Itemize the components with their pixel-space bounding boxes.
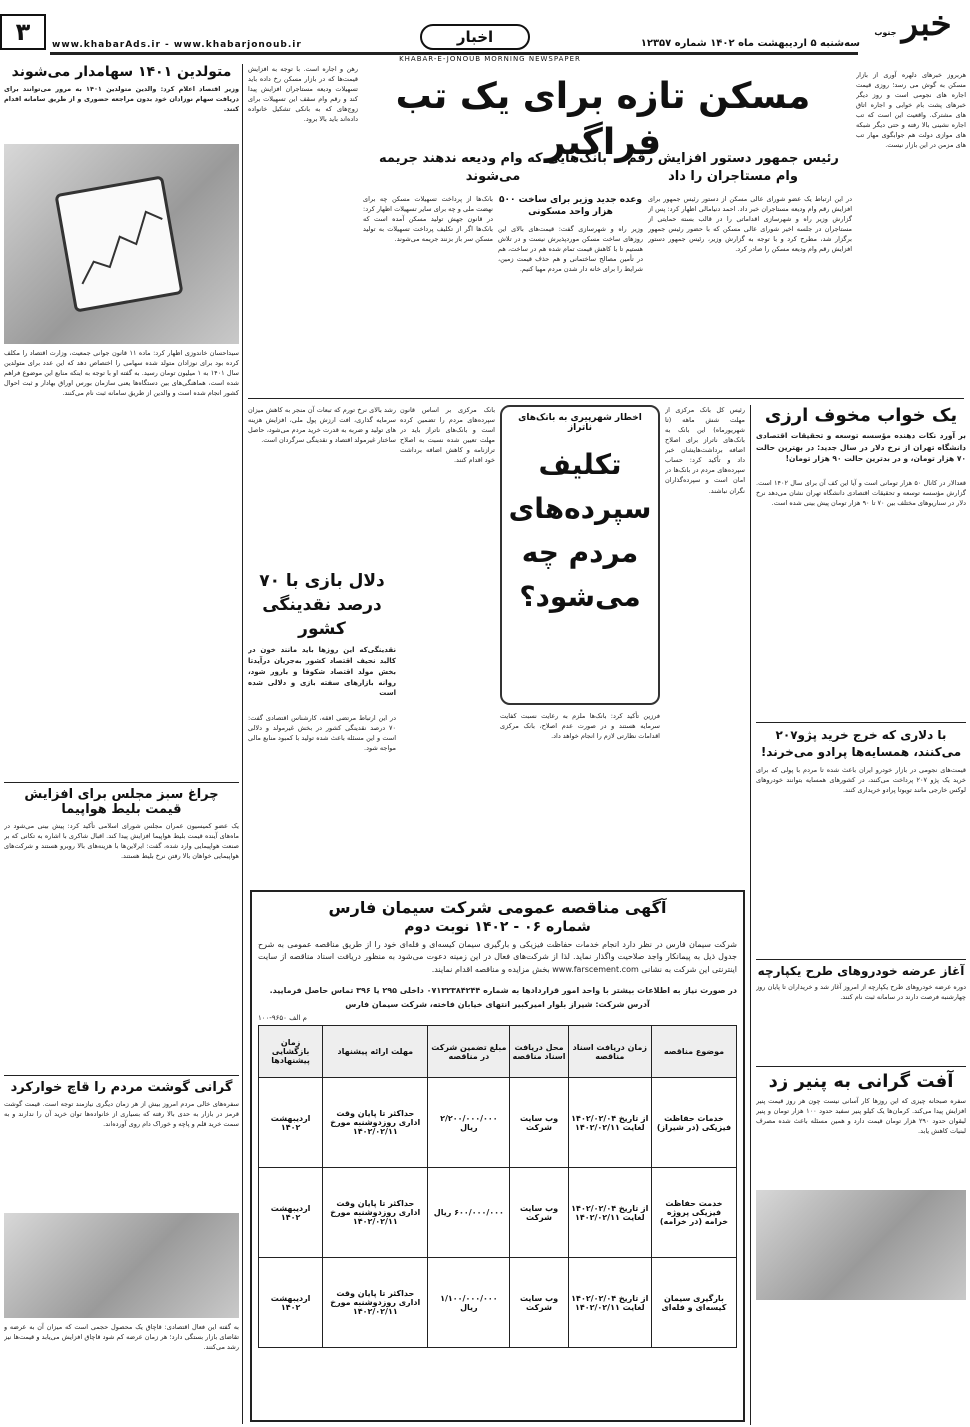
column-left-news	[4, 64, 239, 1424]
bank-kicker-box	[500, 405, 660, 705]
column-divider	[242, 64, 243, 1424]
table-header-cell: زمان بازگشایی پیشنهادها	[259, 1026, 323, 1078]
tender-code: م الف ۹۶۵۰-۱۰۰	[258, 1014, 307, 1022]
table-cell: ۲/۲۰۰/۰۰۰/۰۰۰ ریال	[428, 1078, 510, 1168]
table-row	[259, 1078, 737, 1168]
tender-address: آدرس شرکت: شیراز بلوار امیرکبیر انتهای خیابان فاخته، شرکت سیمان فارس	[345, 1000, 650, 1009]
bank-headline: تکلیف سپرده‌های مردم چه می‌شود؟	[508, 448, 652, 613]
table-cell: خدمات حفاظت فیزیکی (در شیراز)	[651, 1078, 736, 1168]
table-cell: اردیبهشت ۱۴۰۲	[259, 1168, 323, 1258]
tender-ad	[250, 890, 745, 1422]
page-number: ۳	[15, 18, 31, 46]
cars-headline: آغاز عرضه خودروهای طرح یکپارچه	[757, 964, 965, 978]
currency-headline: یک خواب مخوف ارزی	[764, 405, 958, 426]
lead-story	[248, 64, 852, 394]
table-cell: حداکثر تا پایان وقت اداری روزدوشنبه مورخ ۱۴۰۲/۰۲/۱۱	[323, 1078, 428, 1168]
chart-line-icon	[62, 179, 180, 305]
bridge-headline: چراغ سبز مجلس برای افزایش قیمت بلیط هواپیما	[24, 787, 219, 817]
column-right-news	[756, 405, 966, 1425]
table-cell: اردیبهشت ۱۴۰۲	[259, 1078, 323, 1168]
divider	[756, 959, 966, 960]
table-cell: از تاریخ ۱۴۰۲/۰۲/۰۴ لغایت ۱۴۰۲/۰۲/۱۱	[568, 1078, 651, 1168]
tender-number: شماره ۰۶ - ۱۴۰۲ نوبت دوم	[404, 919, 591, 935]
section-label	[420, 24, 530, 50]
lead-body-intro: هربروز خبرهای دلهره آوری از بازار مسکن به گوش می رسد؛ روزی قیمت اجاره های نجومی است و روز دیگر خبرهای پشت بام خوابی و اجاره اتاق های مشترک. واقعیت این است که تب اجاره نشینی بالا رفته و حتی دیگر شبکه های موازی دولت هم جوابگوی مهار تب های مزمن در این بازار نیست.	[856, 71, 966, 150]
currency-body: قعدالار در کانال ۵۰ هزار تومانی است و آیا این کف آن برای سال ۱۴۰۲ است. گزارش مؤسسه توسعه و تحقیقات اقتصادی دانشگاه تهران نشان می‌دهد نرخ دلار در سناریوهای مختلف بین ۷۰ تا ۹۰ هزار تومان پیش بینی شده است.	[756, 479, 966, 508]
table-cell: حداکثر تا پایان وقت اداری روزدوشنبه مورخ ۱۴۰۲/۰۲/۱۱	[323, 1168, 428, 1258]
lead-body-minister: وزیر راه و شهرسازی گفت: قیمت‌های بالای این روزهای ساخت مسکن موردپذیرش نیست و در تلاش هستیم تا با کاهش قیمت تمام شده هم در ساخت، هم در تأمین مصالح ساختمانی و هم حذف قیمت زمین، شرایط را برای خانه دار شدن مردم مهیا کنیم.	[498, 225, 643, 274]
meat-body: سفره‌های خالی مردم امروز بیش از هر زمان دیگری نیازمند توجه است. قیمت گوشت قرمز در بازار به حدی بالا رفته که بسیاری از خانواده‌ها توان خرید آن را ندارند و به سمت خرید قلم و پاچه و خوراک دام روی آورده‌اند.	[4, 1100, 239, 1129]
table-header-cell: موضوع مناقصه	[651, 1026, 736, 1078]
column-divider	[750, 405, 751, 1425]
table-header-cell: مبلغ تضمین شرکت در مناقصه	[428, 1026, 510, 1078]
english-subtitle: KHABAR-E-JONOUB MORNING NEWSPAPER	[380, 55, 600, 63]
cheese-headline: آفت گرانی به پنیر زد	[768, 1071, 954, 1092]
stock-headline: متولدین ۱۴۰۱ سهامدار می‌شوند	[11, 64, 232, 80]
cheese-body: سفره صبحانه چیزی که این روزها کار آسانی نیست چون هر روز قیمت پنیر افزایش پیدا می‌کند. کرمان‌ها یک کیلو پنیر سفید حدود ۱۰۰ هزار تومان و پنیر لیقوان حدود ۲۹۰ هزار تومان قیمت دارد و همین مسئله باعث شده مصرف لبنیات کاهش یابد.	[756, 1097, 966, 1136]
table-header-cell: محل دریافت اسناد مناقصه	[510, 1026, 568, 1078]
table-cell: از تاریخ ۱۴۰۲/۰۲/۰۴ لغایت ۱۴۰۲/۰۲/۱۱	[568, 1168, 651, 1258]
table-row	[259, 1168, 737, 1258]
tender-intro: شرکت سیمان فارس در نظر دارد انجام خدمات حفاظت فیزیکی و بارگیری سیمان کیسه‌ای و فله‌ای خود را از طریق مناقصه عمومی به شرح جدول ذیل به پیمانکار واجد صلاحیت واگذار نماید. لذا از شرکت‌های فعال در این زمینه دعوت می‌شود به منظور دریافت اسناد مناقصه از سایت اینترنتی این شرکت به نشانی www.farscement.com بخش مزایده و مناقصه اقدام نمایند.	[258, 940, 737, 974]
stock-photo	[4, 144, 239, 344]
lead-body-far-left: رهن و اجاره است. با توجه به افزایش قیمت‌ها که در بازار مسکن رخ داده باید تسهیلات ودیعه مستاجران افزایش پیدا کند و رقم وام سقف این تسهیلات برای زوج‌های که به بانکی تشکیل خانواده داده‌اند باید بالا برود.	[248, 65, 358, 124]
logo-sub: جنوب	[874, 28, 897, 37]
table-cell: وب سایت شرکت	[510, 1078, 568, 1168]
table-header-cell: مهلت ارائه پیشنهاد	[323, 1026, 428, 1078]
logo	[860, 4, 966, 54]
bank-body-right: رئیس کل بانک مرکزی از مهلت شش ماهه (تا شهریورماه) این بانک به بانک‌های ناتراز برای اصلاح اضافه برداشت‌هایشان خبر داد و تأکید کرد: حساب سپرده‌های مردم در بانک‌ها در امان است و سپرده‌گذاران نگران نباشند.	[665, 406, 745, 495]
divider	[756, 722, 966, 723]
lead-body-main: در این ارتباط یک عضو شورای عالی مسکن از دستور رئیس جمهور برای افزایش رقم وام ودیعه مستاجران خبر داد. احمد دنیامالی اظهار کرد: پس از گزارش وزیر راه و شهرسازی اقداماتی را در قالب بسته حمایتی از مستاجران در جلسه اخیر شورای عالی مسکن که با حضور رئیس جمهور برگزار شد، مطرح کرد و با توجه به گزارش وزیر، رئیس جمهور دستور افزایش رقم وام ودیعه مسکن را صادر کرد.	[648, 195, 852, 254]
divider	[756, 1066, 966, 1067]
issue-date: سه‌شنبه ۵ اردیبهشت ماه ۱۴۰۲ شماره ۱۲۳۵۷	[640, 38, 860, 49]
lead-sub-right: رئیس جمهور دستور افزایش رقم وام مستاجران را داد	[627, 151, 839, 184]
stock-lead: وزیر اقتصاد اعلام کرد: والدین متولدین ۱۴۰۱ به مرور می‌توانند برای دریافت سهام نوزادان خود بدون مراجعه حضوری و از طریق سامانه اقدام کنند.	[4, 85, 239, 114]
table-cell: خدمت حفاظت فیزیکی پروژه خرامه (در خرامه)	[651, 1168, 736, 1258]
logo-text: خبر	[901, 4, 952, 44]
peugeot-body: قیمت‌های نجومی در بازار خودرو ایران باعث شده تا مردم با پولی که برای خرید یک پژو ۲۰۷ پرداخت می‌کنند، در کشورهای همسایه بتوانند خودروهای لوکس خارجی مانند تویوتا پرادو خریداری کنند.	[756, 766, 966, 795]
stock-body: سیداحسان خاندوزی اظهار کرد: ماده ۱۱ قانون جوانی جمعیت، وزارت اقتصاد را مکلف کرده بود برای نوزادان متولد شده سهامی را اختصاص دهد که این عدد برای متولدین سال ۱۴۰۱ به ۱ میلیون تومان رسید. به گفته او با توجه به اینکه منابع این موضوع فراهم شده است، هماهنگی‌های بین دستگاه‌ها یعنی سازمان بورس اوراق بهادار و ثبت احوال کشور انجام شده است و والدین از طریق سامانه ثبت نام می‌کنند.	[4, 349, 239, 398]
bank-body-center: فرزین تأکید کرد: بانک‌ها ملزم به رعایت نسبت کفایت سرمایه هستند و در صورت عدم اصلاح، بانک مرکزی اقدامات نظارتی لازم را انجام خواهد داد.	[500, 712, 660, 741]
liquidity-story	[248, 405, 396, 885]
table-header-cell: زمان دریافت اسناد مناقصه	[568, 1026, 651, 1078]
bank-story	[500, 405, 745, 885]
table-cell: حداکثر تا پایان وقت اداری روزدوشنبه مورخ ۱۴۰۲/۰۲/۱۱	[323, 1258, 428, 1348]
table-cell: ۱/۱۰۰/۰۰۰/۰۰۰ ریال	[428, 1258, 510, 1348]
table-cell: وب سایت شرکت	[510, 1168, 568, 1258]
cars-body: دوره عرضه خودروهای طرح یکپارچه از امروز آغاز شد و خریداران تا پایان روز چهارشنبه فرصت دارند در سامانه ثبت نام کنند.	[756, 983, 966, 1002]
meat-body-bottom: به گفته این فعال اقتصادی: قاچاق یک محصول حجمی است که میزان آن به عرضه و تقاضای بازار بستگی دارد؛ هر زمان عرضه کم شود قاچاق افزایش می‌یابد و قیمت‌ها نیز رشد می‌کنند.	[4, 1323, 239, 1352]
tender-table	[258, 1025, 737, 1348]
table-header-row	[259, 1026, 737, 1078]
currency-sub: بر آورد نکات دهنده مؤسسه توسعه و تحقیقات اقتصادی دانشگاه تهران از نرخ دلار در سال جدید: در بهترین حالت ۷۰ هزار تومان، و در بدترین حالت ۹۰ هزار تومان!	[756, 431, 966, 464]
bank-kicker: اخطار شهرپیری به بانک‌های ناتراز	[518, 413, 642, 433]
bridge-body: یک عضو کمیسیون عمران مجلس شورای اسلامی تأکید کرد: پیش بینی می‌شود در ماه‌های آینده قیمت بلیط هواپیما افزایش پیدا کند. اقبال شاکری با اشاره به تکانی که بر صنعت هواپیمایی وارد شده، گفت: ایرلاین‌ها با هزینه‌های بالا روبرو هستند و شرکت‌های هواپیمایی خواهان بالا رفتن نرخ بلیط هستند.	[4, 822, 239, 861]
meat-photo	[4, 1213, 239, 1318]
liquidity-body-top: رشد بالای نرخ تورم که تبعات آن منجر به کاهش میزان سرمایه گذاری، افت ارزش پول ملی، افزایش هزینه های تولید و ضربه به قدرت خرید مردم می‌شود، حاصل ساختار غیرمولد اقتصاد و نقدینگی سرگردان است.	[248, 406, 396, 445]
table-row	[259, 1258, 737, 1348]
tender-title: آگهی مناقصه عمومی شرکت سیمان فارس	[328, 898, 667, 917]
table-cell: اردیبهشت ۱۴۰۲	[259, 1258, 323, 1348]
peugeot-headline: با دلاری که خرج خرید پژو۲۰۷ می‌کنند، همسایه‌ها پرادو می‌خرند!	[760, 728, 962, 759]
bank-body-left: بانک مرکزی بر اساس قانون سپرده‌های مردم را تضمین کرده است و بانک‌های ناتراز باید در مهلت تعیین شده نسبت به اصلاح ترازنامه و کاهش اضافه برداشت خود اقدام کنند.	[400, 406, 495, 465]
tender-contact: در صورت نیاز به اطلاعات بیشتر با واحد امور قراردادها به شماره ۰۷۱۳۲۳۸۴۲۴۴ داخلی ۲۹۵ یا ۳۹۶ تماس حاصل فرمایید.	[269, 986, 737, 995]
cheese-photo	[756, 1190, 966, 1300]
table-cell: بارگیری سیمان کیسه‌ای و فله‌ای	[651, 1258, 736, 1348]
table-cell: ۶۰۰/۰۰۰/۰۰۰ ریال	[428, 1168, 510, 1258]
website[interactable]: www.khabarAds.ir - www.khabarjonoub.ir	[52, 40, 302, 50]
liquidity-headline: دلال بازی با ۷۰ درصد نقدینگی کشور	[259, 571, 385, 639]
divider	[248, 398, 964, 399]
lead-sub-left: بانک‌هایی که وام ودیعه ندهند جریمه می‌شوند	[378, 151, 608, 184]
section-label-text: اخبار	[456, 28, 494, 46]
masthead	[0, 0, 970, 63]
lead-body-mid: بانک‌ها از پرداخت تسهیلات مسکن چه برای نهضت ملی و چه برای سایر تسهیلات اظهار کرد: در قانون جهش تولید مسکن آمده است که بانک‌ها اگر از تکلیف پرداخت تسهیلات به تولید مسکن سر باز بزنند جریمه می‌شوند.	[363, 195, 493, 244]
page-number-box	[0, 14, 46, 50]
lead-headline: مسکن تازه برای یک تب فراگیر	[395, 76, 811, 163]
table-cell: از تاریخ ۱۴۰۲/۰۲/۰۴ لغایت ۱۴۰۲/۰۲/۱۱	[568, 1258, 651, 1348]
minister-title: وعده جدید وزیر برای ساخت ۵۰۰ هزار واحد مسکونی	[499, 195, 642, 217]
phone-chart-graphic	[54, 175, 183, 312]
divider	[4, 1075, 239, 1076]
liquidity-body-bottom: در این ارتباط مرتضی افقه، کارشناس اقتصادی گفت: ۷۰ درصد نقدینگی کشور در بخش غیرمولد و دلالی است و این مسئله باعث شده تولید با کمبود منابع مالی مواجه شود.	[248, 714, 396, 753]
liquidity-sub: نقدینگی‌که این روزها باید مانند خون در کالبد نحیف اقتصاد کشور به‌جریان درآیدتا بخش مولد اقتصاد شکوفا و بارور شود، روانه بازارهای سفته بازی و دلالی شده است	[248, 646, 396, 698]
table-cell: وب سایت شرکت	[510, 1258, 568, 1348]
divider	[4, 782, 239, 783]
meat-headline: گرانی گوشت مردم را قاچ خوارکرد	[10, 1080, 233, 1095]
